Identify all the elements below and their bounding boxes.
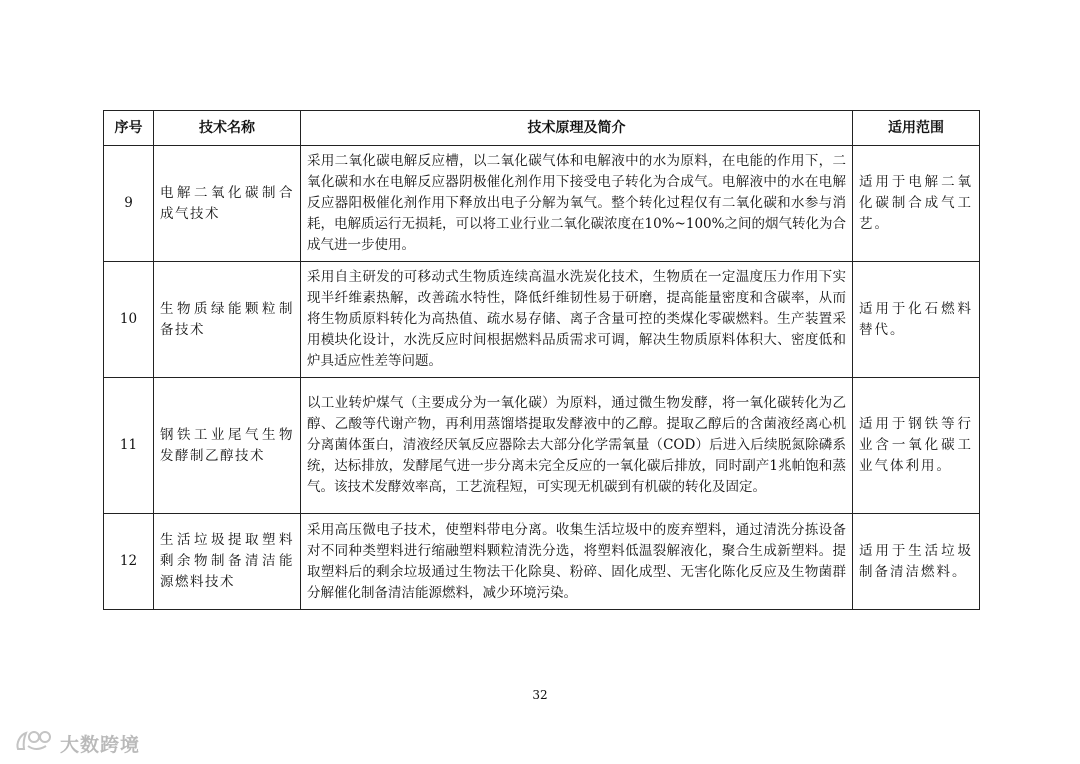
brand-logo-icon [14,729,54,757]
table-row [104,378,980,514]
technology-name: 生物质绿能颗粒制备技术 [154,262,301,378]
technology-description: 采用高压微电子技术，使塑料带电分离。收集生活垃圾中的废弃塑料，通过清洗分拣设备对不同种类塑料进行缩融塑料颗粒清洗分选，将塑料低温裂解液化，聚合生成新塑料。提取塑料后的剩余垃圾通过生物法干化除臭、粉碎、固化成型、无害化陈化反应及生物菌群分解催化制备清洁能源燃料，减少环境污染。 [301,514,853,610]
table-header-row [104,111,980,146]
page-number: 32 [532,688,548,702]
technology-description: 以工业转炉煤气（主要成分为一氧化碳）为原料，通过微生物发酵，将一氧化碳转化为乙醇、乙酸等代谢产物，再利用蒸馏塔提取发酵液中的乙醇。提取乙醇后的含菌液经离心机分离菌体蛋白，清液经厌氧反应器除去大部分化学需氧量（COD）后进入后续脱氮除磷系统，达标排放，发酵尾气进一步分离未完全反应的一氧化碳后排放，同时副产1兆帕饱和蒸气。该技术发酵效率高，工艺流程短，可实现无机碳到有机碳的转化及固定。 [301,378,853,514]
application-scope: 适用于钢铁等行业含一氧化碳工业气体利用。 [853,378,980,514]
header-scope: 适用范围 [853,111,980,146]
technology-name: 电解二氧化碳制合成气技术 [154,146,301,262]
header-name: 技术名称 [154,111,301,146]
application-scope: 适用于化石燃料替代。 [853,262,980,378]
row-number: 10 [104,262,154,378]
watermark [14,729,140,757]
header-no: 序号 [104,111,154,146]
technology-description: 采用自主研发的可移动式生物质连续高温水洗炭化技术，生物质在一定温度压力作用下实现半纤维素热解，改善疏水特性，降低纤维韧性易于研磨，提高能量密度和含碳率，从而将生物质原料转化为高热值、疏水易存储、离子含量可控的类煤化零碳燃料。生产装置采用模块化设计，水洗反应时间根据燃料品质需求可调，解决生物质原料体积大、密度低和炉具适应性差等问题。 [301,262,853,378]
technology-description: 采用二氧化碳电解反应槽，以二氧化碳气体和电解液中的水为原料，在电能的作用下，二氧化碳和水在电解反应器阴极催化剂作用下接受电子转化为合成气。电解液中的水在电解反应器阳极催化剂作用下释放出电子分解为氧气。整个转化过程仅有二氧化碳和水参与消耗，电解质运行无损耗，可以将工业行业二氧化碳浓度在10%~100%之间的烟气转化为合成气进一步使用。 [301,146,853,262]
row-number: 12 [104,514,154,610]
technology-name: 生活垃圾提取塑料剩余物制备清洁能源燃料技术 [154,514,301,610]
table-row [104,514,980,610]
header-description: 技术原理及简介 [301,111,853,146]
technology-table [103,110,980,610]
watermark-text: 大数跨境 [60,733,141,756]
row-number: 9 [104,146,154,262]
row-number: 11 [104,378,154,514]
application-scope: 适用于生活垃圾制备清洁燃料。 [853,514,980,610]
table-row [104,146,980,262]
application-scope: 适用于电解二氧化碳制合成气工艺。 [853,146,980,262]
technology-name: 钢铁工业尾气生物发酵制乙醇技术 [154,378,301,514]
table-row [104,262,980,378]
